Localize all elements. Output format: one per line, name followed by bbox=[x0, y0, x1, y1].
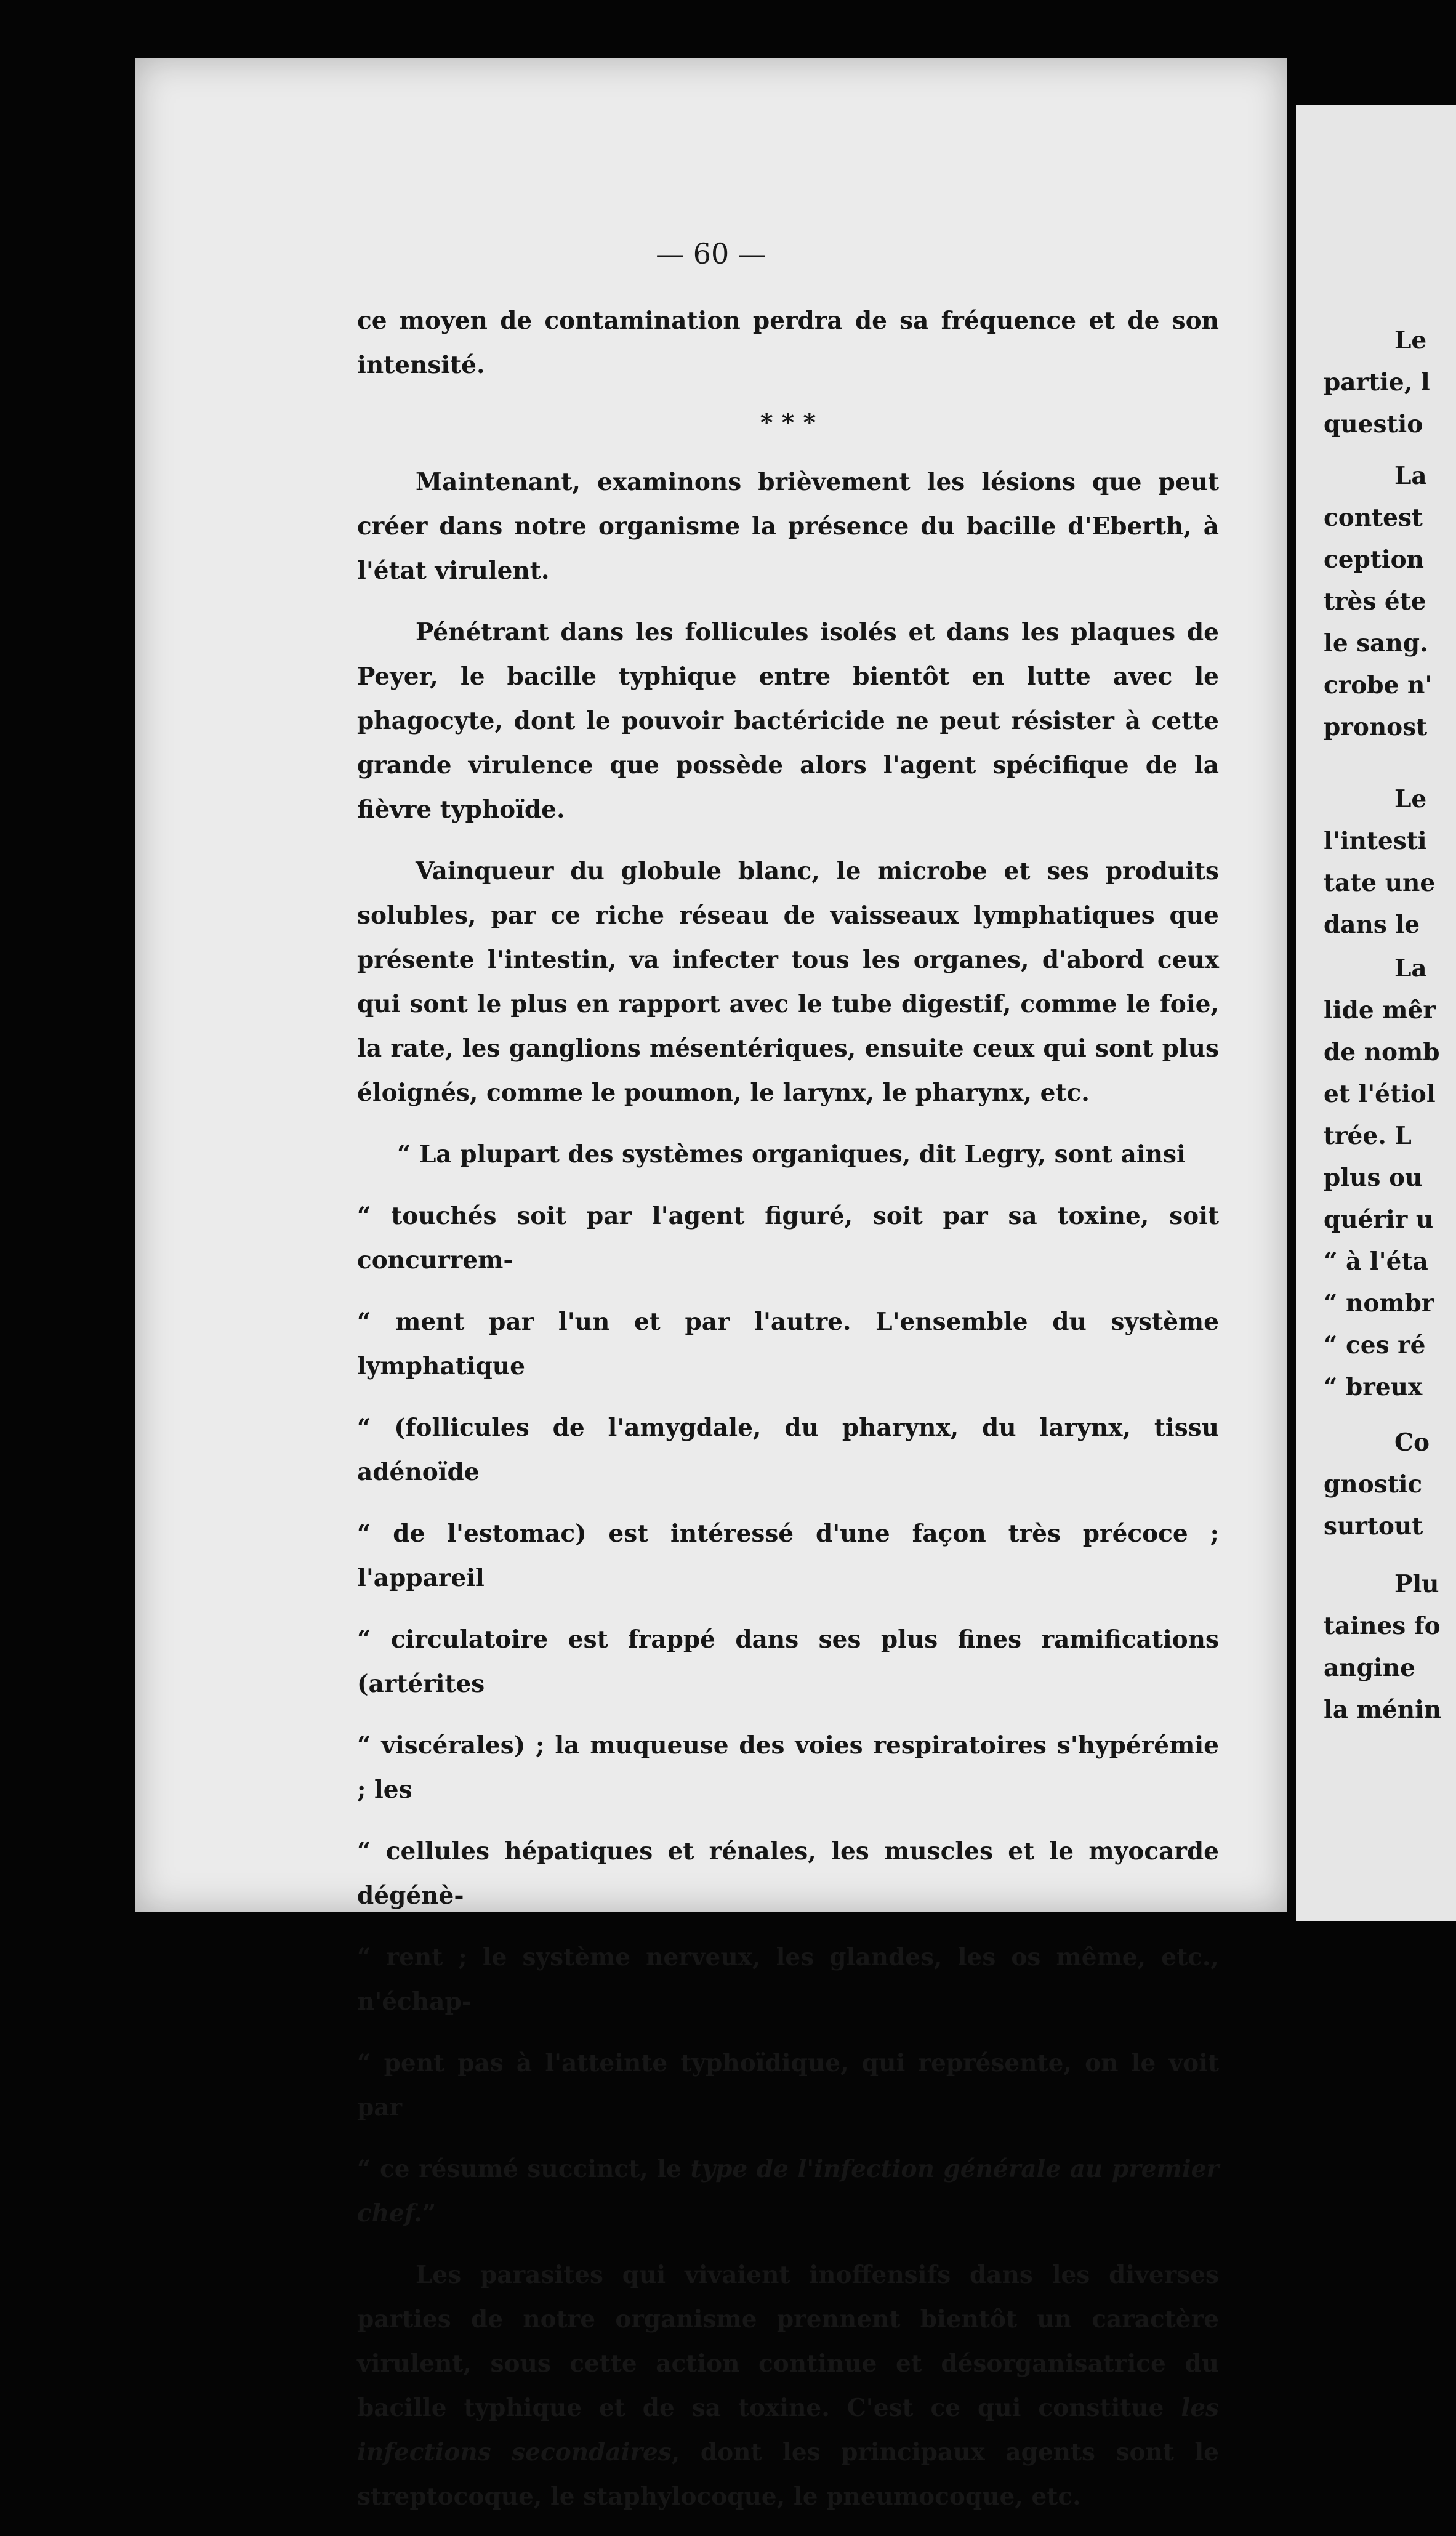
adjacent-fragment: “ breux bbox=[1324, 1373, 1423, 1401]
adjacent-fragment: et l'étiol bbox=[1324, 1080, 1436, 1108]
quote-line: “ cellules hépatiques et rénales, les muscles et le myocarde dégénè- bbox=[357, 1837, 1219, 1910]
adjacent-fragment: La bbox=[1394, 954, 1427, 983]
adjacent-fragment: partie, l bbox=[1324, 368, 1430, 397]
adjacent-fragment: Le bbox=[1394, 326, 1427, 355]
quote-line: “ de l'estomac) est intéressé d'une façon très précoce ; l'appareil bbox=[357, 1520, 1219, 1592]
p4-before: Les parasites qui vivaient inoffensifs dans les diverses parties de notre organisme prennent bientôt un caractère virulent, sous cette action continue et désorganisatrice du bacille typhique et de sa toxine. C'est ce qui constitue bbox=[357, 2261, 1219, 2422]
quote-line: “ pent pas à l'atteinte typhoïdique, qui représente, on le voit par bbox=[357, 2049, 1219, 2122]
adjacent-fragment: de nomb bbox=[1324, 1038, 1440, 1066]
adjacent-fragment: pronost bbox=[1324, 713, 1428, 741]
adjacent-fragment: taines fo bbox=[1324, 1612, 1441, 1640]
paragraph-infection: Vainqueur du globule blanc, le microbe et ses produits solubles, par ce riche réseau de vaisseaux lymphatiques que présente l'intestin, va infecter tous les organes, d'abord ceux qui sont le plus en rapport avec le tube digestif, comme le foie, la rate, les ganglions mésentériques, ensuite ceux qui sont plus éloignés, comme le poumon, le larynx, le pharynx, etc. bbox=[357, 857, 1219, 1107]
adjacent-fragment: quérir u bbox=[1324, 1206, 1434, 1234]
adjacent-fragment: La bbox=[1394, 462, 1427, 490]
adjacent-fragment: contest bbox=[1324, 504, 1423, 532]
adjacent-fragment: Le bbox=[1394, 785, 1427, 813]
page-number: — 60 — bbox=[656, 237, 766, 270]
section-separator: * * * bbox=[760, 408, 816, 437]
quote-line: “ viscérales) ; la muqueuse des voies respiratoires s'hypérémie ; les bbox=[357, 1731, 1219, 1804]
quote-last-italic: type de l'infection générale au premier chef. bbox=[357, 2155, 1219, 2228]
adjacent-fragment: angine bbox=[1324, 1654, 1415, 1682]
quote-line: “ touchés soit par l'agent figuré, soit par sa toxine, soit concurrem- bbox=[357, 1202, 1219, 1274]
adjacent-fragment: le sang. bbox=[1324, 629, 1428, 658]
adjacent-fragment: questio bbox=[1324, 410, 1423, 438]
quote-line: “ La plupart des systèmes organiques, dit Legry, sont ainsi bbox=[397, 1140, 1186, 1169]
p4-italic: les infections secondaires bbox=[357, 2394, 1219, 2466]
quote-line-last bbox=[357, 2147, 1219, 2236]
paragraph-secondary-infections bbox=[357, 2253, 1219, 2519]
legry-quote bbox=[357, 1132, 1219, 2236]
page-body bbox=[357, 299, 1219, 2536]
adjacent-fragment: tate une bbox=[1324, 869, 1436, 897]
quote-last-suffix: ” bbox=[422, 2199, 436, 2228]
opening-text: ce moyen de contamination perdra de sa fréquence et de son intensité. bbox=[357, 307, 1219, 379]
adjacent-fragment: Co bbox=[1394, 1428, 1430, 1457]
adjacent-fragment: “ à l'éta bbox=[1324, 1247, 1428, 1276]
adjacent-fragment: très éte bbox=[1324, 587, 1426, 616]
book-page bbox=[135, 58, 1287, 2511]
adjacent-page-edge bbox=[1296, 105, 1456, 1921]
adjacent-fragment: gnostic bbox=[1324, 1470, 1423, 1499]
quote-line: “ ment par l'un et par l'autre. L'ensemble du système lymphatique bbox=[357, 1308, 1219, 1380]
adjacent-fragment: Plu bbox=[1394, 1570, 1439, 1598]
quote-line: “ (follicules de l'amygdale, du pharynx, du larynx, tissu adénoïde bbox=[357, 1414, 1219, 1486]
paragraph-lesions: Maintenant, examinons brièvement les lésions que peut créer dans notre organisme la présence du bacille d'Eberth, à l'état virulent. bbox=[357, 468, 1219, 585]
adjacent-fragment: trée. L bbox=[1324, 1122, 1412, 1150]
adjacent-fragment: la ménin bbox=[1324, 1696, 1442, 1724]
adjacent-fragment: lide mêr bbox=[1324, 996, 1436, 1024]
quote-last-prefix: “ ce résumé succinct, le bbox=[357, 2155, 691, 2183]
quote-line: “ rent ; le système nerveux, les glandes, les os même, etc., n'échap- bbox=[357, 1943, 1219, 2016]
adjacent-fragment: ception bbox=[1324, 545, 1425, 574]
adjacent-fragment: “ ces ré bbox=[1324, 1331, 1426, 1359]
adjacent-fragment: dans le bbox=[1324, 911, 1420, 939]
p4-after: , dont les principaux agents sont le streptocoque, le staphylocoque, le pneumocoque, etc. bbox=[357, 2438, 1219, 2511]
adjacent-fragment: plus ou bbox=[1324, 1164, 1423, 1192]
adjacent-fragment: l'intesti bbox=[1324, 827, 1427, 855]
adjacent-fragment: crobe n' bbox=[1324, 671, 1433, 699]
paragraph-penetration: Pénétrant dans les follicules isolés et dans les plaques de Peyer, le bacille typhique entre bientôt en lutte avec le phagocyte, dont le pouvoir bactéricide ne peut résister à cette grande virulence que possède alors l'agent spécifique de la fièvre typhoïde. bbox=[357, 618, 1219, 824]
quote-line: “ circulatoire est frappé dans ses plus fines ramifications (artérites bbox=[357, 1625, 1219, 1698]
adjacent-fragment: surtout bbox=[1324, 1512, 1423, 1540]
adjacent-fragment: “ nombr bbox=[1324, 1289, 1434, 1318]
